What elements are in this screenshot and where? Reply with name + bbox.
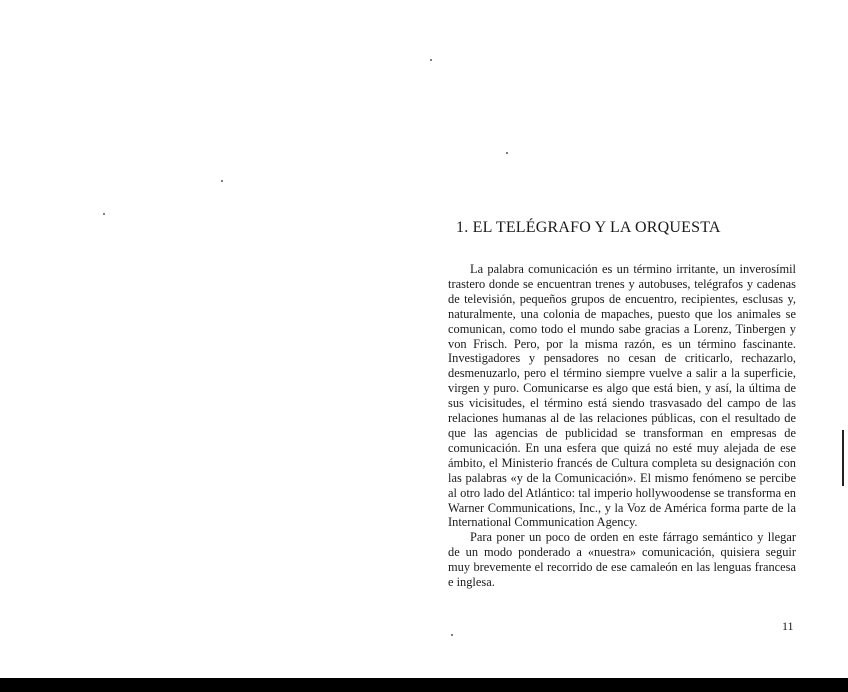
page-number: 11 bbox=[782, 619, 794, 633]
dust-speck bbox=[506, 152, 508, 154]
scan-edge-mark bbox=[842, 430, 844, 486]
dust-speck bbox=[430, 59, 432, 61]
paragraph: Para poner un poco de orden en este fárrago semántico y llegar de un modo ponderado a «nuestra» comunicación, quisiera seguir muy brevemente el recorrido de ese camaleón en las lenguas francesa e inglesa. bbox=[448, 530, 796, 590]
dust-speck bbox=[451, 634, 453, 636]
body-text bbox=[448, 262, 796, 590]
scan-border-bar bbox=[0, 678, 848, 692]
dust-speck bbox=[221, 180, 223, 182]
chapter-title: 1. EL TELÉGRAFO Y LA ORQUESTA bbox=[456, 219, 721, 236]
dust-speck bbox=[103, 213, 105, 215]
paragraph: La palabra comunicación es un término irritante, un inverosímil trastero donde se encuentran trenes y autobuses, telégrafos y cadenas de televisión, pequeños grupos de encuentro, recipientes, esclusas y, naturalmente, una colonia de mapaches, puesto que los animales se comunican, como todo el mundo sabe gracias a Lorenz, Tinbergen y von Frisch. Pero, por la misma razón, es un término fascinante. Investigadores y pensadores no cesan de criticarlo, rechazarlo, desmenuzarlo, pero el término siempre vuelve a salir a la superficie, virgen y puro. Comunicarse es algo que está bien, y así, la última de sus vicisitudes, el término está siendo trasvasado del campo de las relaciones humanas al de las relaciones públicas, con el resultado de que las agencias de publicidad se transforman en empresas de comunicación. En una esfera que quizá no esté muy alejada de ese ámbito, el Ministerio francés de Cultura completa su designación con las palabras «y de la Comunicación». El mismo fenómeno se percibe al otro lado del Atlántico: tal imperio hollywoodense se transforma en Warner Communications, Inc., y la Voz de América forma parte de la International Communication Agency. bbox=[448, 262, 796, 530]
